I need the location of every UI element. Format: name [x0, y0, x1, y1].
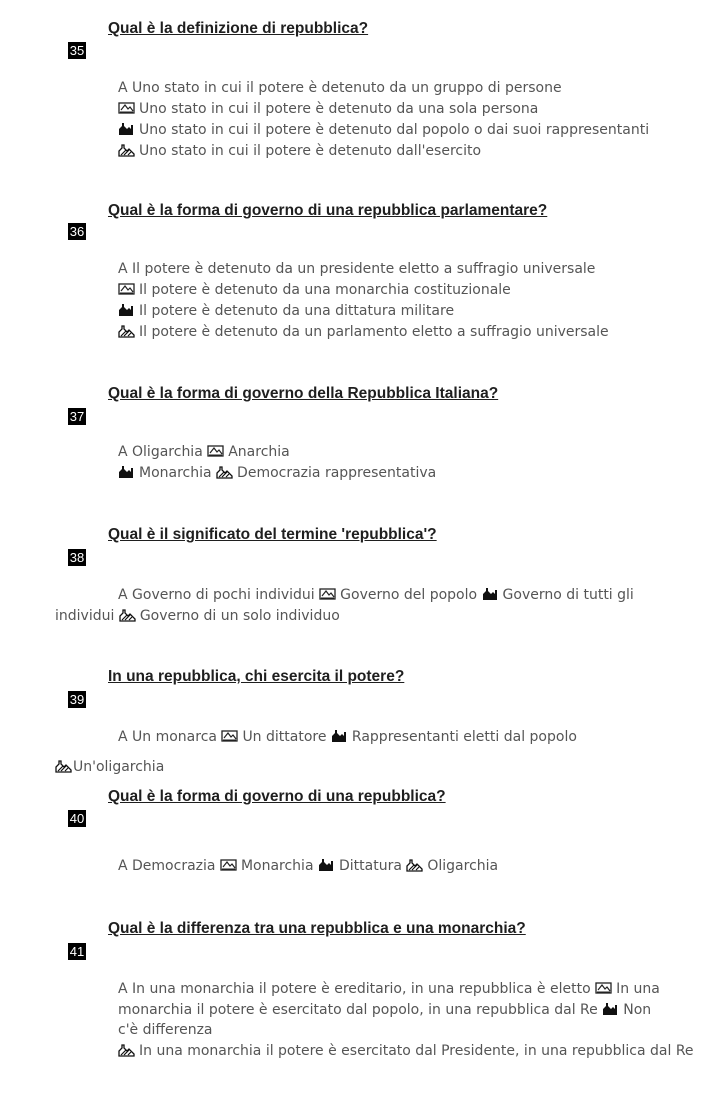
options-row-2 — [118, 463, 436, 484]
option-d-icon — [406, 858, 423, 872]
option-c: Dittatura — [338, 858, 402, 874]
option-d: Oligarchia — [427, 858, 499, 874]
option-d: Uno stato in cui il potere è detenuto dall'esercito — [118, 141, 649, 162]
question-36-title: Qual è la forma di governo di una repubblica parlamentare? — [108, 202, 548, 219]
question-39-title: In una repubblica, chi esercita il potere? — [108, 668, 405, 685]
option-b: Il potere è detenuto da una monarchia costituzionale — [118, 280, 609, 301]
question-39-options-line-2 — [55, 757, 164, 778]
question-38-options-line-2 — [55, 606, 340, 627]
question-35-options — [118, 78, 649, 162]
option-d: Governo di un solo individuo — [139, 608, 340, 624]
option-a: A Il potere è detenuto da un presidente eletto a suffragio universale — [118, 261, 596, 277]
option-c: Non — [623, 1001, 652, 1018]
option-d: Democrazia rappresentativa — [237, 465, 437, 481]
question-35-number: 35 — [69, 43, 85, 58]
option-c-icon — [331, 729, 348, 743]
question-39-options-line-1 — [118, 727, 577, 748]
option-a: A Un monarca — [118, 729, 217, 745]
question-40-options — [118, 856, 498, 877]
option-a: A Uno stato in cui il potere è detenuto da un gruppo di persone — [118, 80, 562, 96]
question-37-options — [118, 442, 436, 484]
option-line-2 — [118, 1000, 694, 1021]
option-c-icon — [318, 858, 335, 872]
question-38-title: Qual è il significato del termine 'repubblica'? — [108, 526, 437, 543]
question-36-options — [118, 259, 609, 343]
question-38-options-line-1 — [118, 585, 634, 606]
option-b: Un dittatore — [242, 729, 327, 745]
option-line-4 — [118, 1041, 694, 1062]
question-38-number: 38 — [69, 550, 85, 565]
options-row-1 — [118, 442, 436, 463]
option-c-continued: individui — [55, 608, 115, 624]
option-a: A Oligarchia — [118, 444, 203, 460]
option-d: Un'oligarchia — [73, 759, 165, 775]
option-c: Il potere è detenuto da una dittatura militare — [118, 301, 609, 322]
option-c: Governo di tutti gli — [502, 587, 634, 603]
question-41-title: Qual è la differenza tra una repubblica e una monarchia? — [108, 920, 526, 937]
question-40-number: 40 — [69, 811, 85, 826]
question-37-title: Qual è la forma di governo della Repubblica Italiana? — [108, 385, 499, 402]
option-b: In una — [616, 981, 660, 997]
option-d-icon — [118, 1043, 135, 1057]
option-b-icon — [118, 101, 135, 115]
option-line-1 — [118, 979, 694, 1000]
question-37-number: 37 — [69, 409, 85, 424]
option-b-icon — [595, 981, 612, 995]
option-a: A In una monarchia il potere è ereditario, in una repubblica è eletto — [118, 981, 591, 997]
option-b-icon — [221, 729, 238, 743]
option-d: In una monarchia il potere è esercitato dal Presidente, in una repubblica dal Re — [139, 1042, 694, 1059]
option-c-icon — [602, 1002, 619, 1016]
option-a: A Governo di pochi individui — [118, 587, 315, 603]
option-a: A Democrazia — [118, 858, 216, 874]
option-d: Il potere è detenuto da un parlamento eletto a suffragio universale — [118, 322, 609, 343]
question-35-title: Qual è la definizione di repubblica? — [108, 20, 369, 37]
option-d-icon — [216, 465, 233, 479]
option-b-icon — [207, 444, 224, 458]
option-c-icon — [118, 303, 135, 317]
option-c-icon — [482, 587, 499, 601]
option-c: Monarchia — [139, 465, 212, 481]
question-40-title: Qual è la forma di governo di una repubblica? — [108, 788, 446, 805]
option-b: Governo del popolo — [340, 587, 478, 603]
option-b-continued: monarchia il potere è esercitato dal popolo, in una repubblica dal Re — [118, 1001, 598, 1018]
question-36-number: 36 — [69, 224, 85, 239]
option-c-icon — [118, 465, 135, 479]
option-line-3: c'è differenza — [118, 1022, 213, 1038]
option-b: Anarchia — [228, 444, 290, 460]
option-d-icon — [55, 759, 72, 773]
option-c: Rappresentanti eletti dal popolo — [351, 729, 577, 745]
option-b: Monarchia — [240, 858, 314, 874]
option-b-icon — [220, 858, 237, 872]
option-d-icon — [119, 608, 136, 622]
option-b-icon — [319, 587, 336, 601]
option-b-icon — [118, 282, 135, 296]
option-c: Uno stato in cui il potere è detenuto dal popolo o dai suoi rappresentanti — [118, 120, 649, 141]
option-b: Uno stato in cui il potere è detenuto da una sola persona — [118, 99, 649, 120]
question-41-options — [118, 979, 694, 1061]
option-c-icon — [118, 122, 135, 136]
option-d-icon — [118, 143, 135, 157]
question-41-number: 41 — [69, 944, 85, 959]
question-39-number: 39 — [69, 692, 85, 707]
option-d-icon — [118, 324, 135, 338]
